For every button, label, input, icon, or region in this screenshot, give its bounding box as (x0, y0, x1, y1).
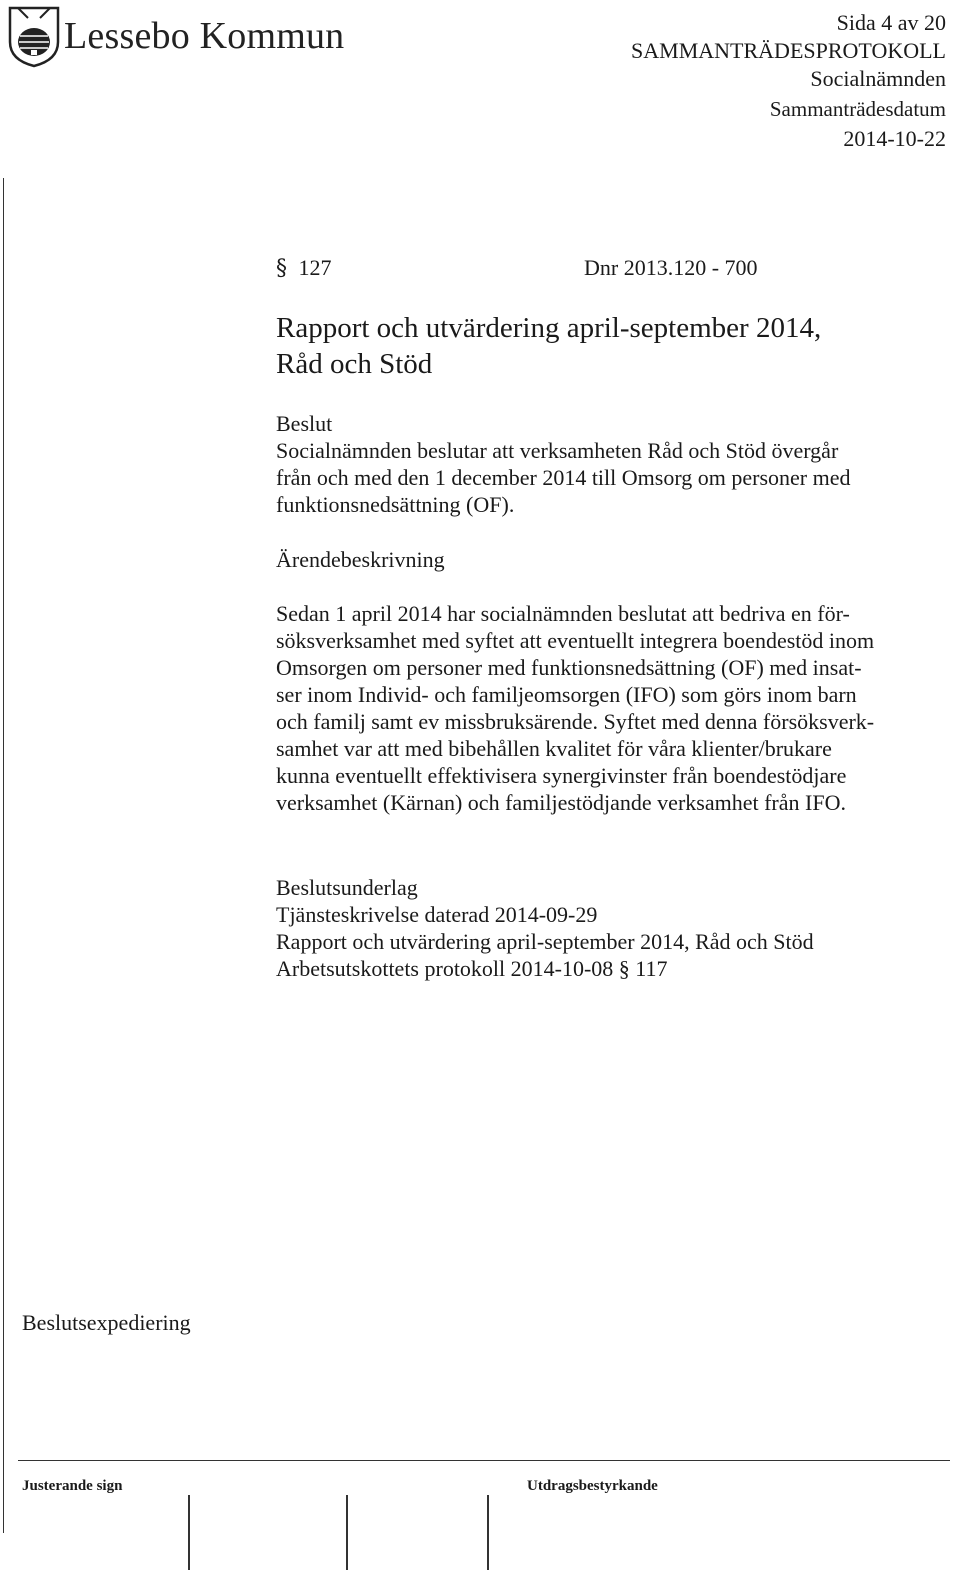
diary-number: Dnr 2013.120 - 700 (584, 255, 758, 280)
description-line: verksamhet (Kärnan) och familjestödjande verksamhet från IFO. (276, 790, 846, 815)
description-line: Sedan 1 april 2014 har socialnämnden beslutat att bedriva en för- (276, 601, 850, 626)
decision-section (276, 410, 851, 518)
description-line: samhet var att med bibehållen kvalitet för våra klienter/brukare (276, 736, 832, 761)
signature-box-divider (188, 1495, 190, 1570)
left-margin-rule (3, 178, 4, 1533)
basis-line: Arbetsutskottets protokoll 2014-10-08 § 117 (276, 956, 668, 981)
description-heading: Ärendebeskrivning (276, 547, 445, 572)
footer-initials-label: Justerande sign (22, 1478, 123, 1494)
basis-line: Rapport och utvärdering april-september 2014, Råd och Stöd (276, 929, 814, 954)
description-line: Omsorgen om personer med funktionsnedsättning (OF) med insat- (276, 655, 862, 680)
decision-line: Socialnämnden beslutar att verksamheten Råd och Stöd övergår (276, 438, 839, 463)
description-line: söksverksamhet med syftet att eventuellt integrera boendestöd inom (276, 628, 875, 653)
document-type: SAMMANTRÄDESPROTOKOLL (631, 38, 946, 63)
decision-line: från och med den 1 december 2014 till Omsorg om personer med (276, 465, 851, 490)
footer-extract-certification-label: Utdragsbestyrkande (527, 1478, 658, 1494)
decision-heading: Beslut (276, 411, 333, 436)
logo-wordmark: Lessebo Kommun (64, 15, 345, 57)
signature-box-divider (346, 1495, 348, 1570)
meeting-date: 2014-10-22 (843, 126, 946, 151)
basis-section (276, 874, 814, 982)
basis-heading: Beslutsunderlag (276, 875, 418, 900)
case-number: 127 (298, 255, 332, 280)
case-title-line: Rapport och utvärdering april-september 2014, (276, 312, 822, 344)
signature-box-divider (487, 1495, 489, 1570)
footer-rule (18, 1460, 950, 1461)
description-body (276, 600, 874, 816)
beehive-crest-icon (6, 4, 62, 68)
case-number-row (276, 254, 332, 282)
basis-line: Tjänsteskrivelse daterad 2014-09-29 (276, 902, 598, 927)
committee-name: Socialnämnden (810, 66, 946, 91)
description-line: och familj samt ev missbruksärende. Syftet med denna försöksverk- (276, 709, 875, 734)
description-line: ser inom Individ- och familjeomsorgen (IFO) som görs inom barn (276, 682, 857, 707)
case-title-line: Råd och Stöd (276, 348, 433, 380)
section-symbol: § (276, 256, 287, 281)
dispatch-heading: Beslutsexpediering (22, 1310, 191, 1335)
meeting-date-label: Sammanträdesdatum (769, 97, 946, 121)
description-line: kunna eventuellt effektivisera synergivinster från boendestödjare (276, 763, 847, 788)
case-title (276, 310, 821, 382)
decision-line: funktionsnedsättning (OF). (276, 492, 515, 517)
page-number: Sida 4 av 20 (836, 10, 946, 35)
